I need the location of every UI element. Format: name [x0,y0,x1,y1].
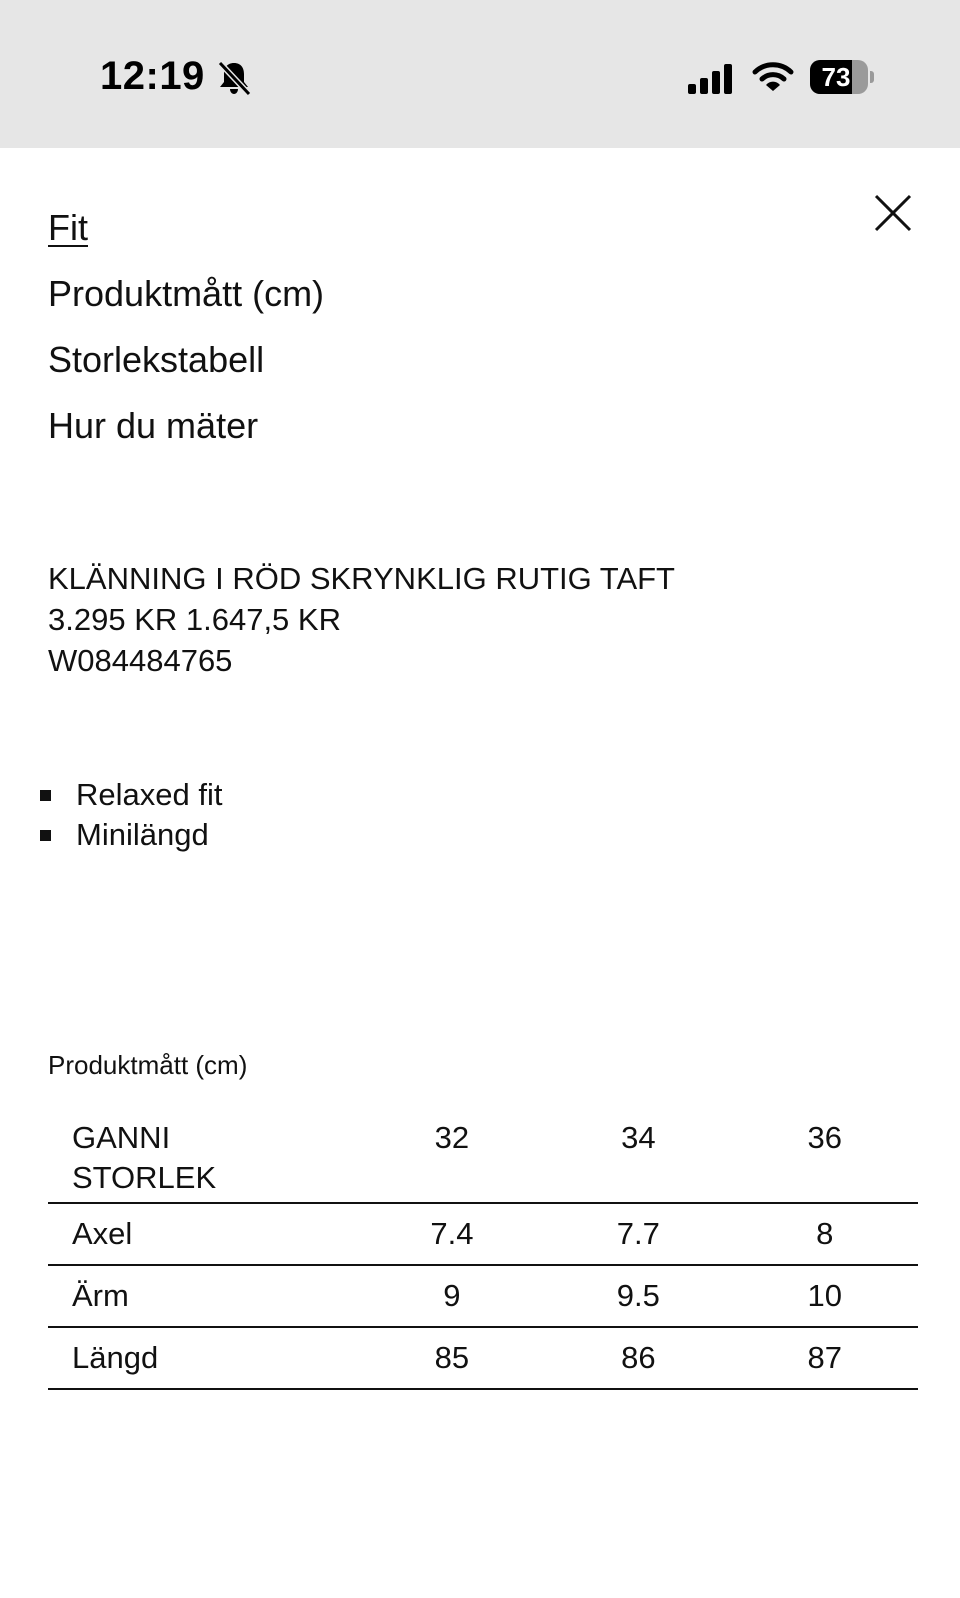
nav-size-chart[interactable]: Storlekstabell [48,339,265,380]
row-label: Ärm [72,1278,129,1313]
table-cell: 87 [807,1340,843,1375]
table-cell: 9.5 [616,1278,660,1313]
status-time: 12:19 [100,54,205,98]
measurements-title: Produktmått (cm) [48,1050,248,1080]
header-size: 36 [807,1120,843,1155]
nav-how-to-measure[interactable]: Hur du mäter [48,405,259,446]
row-label: Längd [72,1340,159,1375]
wifi-icon [752,60,794,94]
product-info [48,558,675,681]
nav-product-measurements[interactable]: Produktmått (cm) [48,273,325,314]
table-cell: 86 [621,1340,656,1375]
table-row [48,1265,918,1327]
product-price: 3.295 KR 1.647,5 KR [48,602,341,637]
table-cell: 85 [434,1340,470,1375]
table-row [48,1327,918,1389]
fit-feature-label: Minilängd [76,817,209,852]
table-row [48,1203,918,1265]
battery-cap [870,71,874,83]
table-cell: 10 [807,1278,843,1313]
fit-features-list [38,775,222,855]
battery-body [810,60,868,94]
table-cell: 7.4 [430,1216,474,1251]
bell-slash-icon [214,58,254,98]
header-line: GANNI [72,1120,171,1155]
table-cell: 7.7 [616,1216,660,1251]
measurements-table [48,1118,918,1390]
header-ganni-size [48,1118,359,1203]
battery-level: 73 [821,62,851,92]
status-bar [0,0,960,148]
close-icon [872,192,914,234]
row-label: Axel [72,1216,133,1251]
header-size: 32 [434,1120,470,1155]
bullet-square-icon [40,790,51,801]
close-button[interactable] [872,192,914,234]
product-name: KLÄNNING I RÖD SKRYNKLIG RUTIG TAFT [48,561,675,596]
fit-feature-label: Relaxed fit [76,777,223,812]
bullet-square-icon [40,830,51,841]
table-cell: 9 [443,1278,461,1313]
product-sku: W084484765 [48,643,233,678]
header-line: STORLEK [72,1160,217,1195]
table-cell: 8 [816,1216,834,1251]
table-header-row [48,1118,918,1203]
header-size: 34 [621,1120,656,1155]
size-guide-nav [48,206,324,470]
list-item [38,775,222,815]
nav-fit[interactable]: Fit [48,207,88,248]
battery-icon [810,60,874,94]
cellular-signal-icon [688,62,736,94]
list-item [38,815,222,855]
